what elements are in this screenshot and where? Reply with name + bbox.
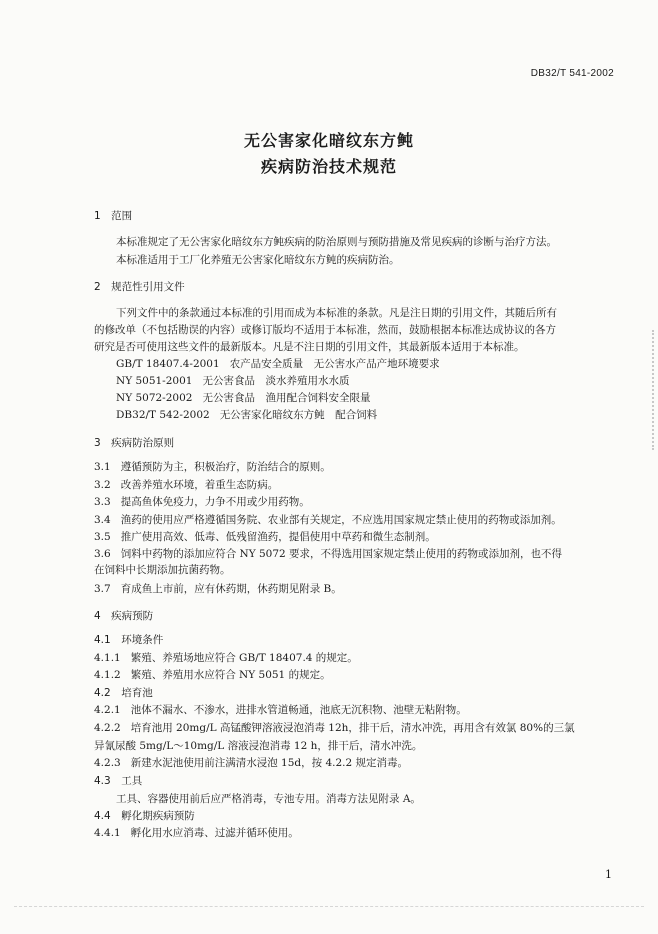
clause-text: 培育池用 20mg/L 高锰酸钾溶液浸泡消毒 12h，排干后，清水冲洗，再用含有效氯 80%的三氯 [130,722,575,734]
reference-title: 无公害食品 淡水养殖用水水质 [202,375,350,387]
clause-text: 渔药的使用应严格遵循国务院、农业部有关规定，不应选用国家规定禁止使用的药物或添加剂。 [120,514,562,526]
scan-edge-artifact [648,330,654,450]
clause-4-1-1 [94,651,358,665]
clause-3-6 [94,547,562,561]
subsection-4-4-heading: 4.4 孵化期疾病预防 [94,810,195,822]
clause-text: 遵循预防为主，积极治疗，防治结合的原则。 [120,461,331,473]
clause-number: 3.1 [94,461,111,473]
clause-number: 4.1.2 [94,669,121,681]
clause-number: 3.7 [94,583,111,595]
section-3-heading: 3 疾病防治原则 [94,437,175,449]
clause-text: 繁殖、养殖场地应符合 GB/T 18407.4 的规定。 [130,652,358,664]
clause-3-4 [94,513,562,527]
clause-3-5 [94,530,436,544]
clause-3-6-continuation: 在饲料中长期添加抗菌药物。 [94,564,231,576]
title-line-1: 无公害家化暗纹东方鲀 [243,131,414,150]
clause-4-4-1 [94,826,299,840]
clause-number: 3.2 [94,479,111,491]
subsection-4-3-heading: 4.3 工具 [94,775,143,787]
clause-text: 育成鱼上市前，应有休药期，休药期见附录 B。 [120,583,342,595]
section-4-heading: 4 疾病预防 [94,610,154,622]
clause-4-2-1 [94,703,467,717]
clause-number: 3.4 [94,514,111,526]
clause-4-2-3 [94,756,408,770]
clause-number: 4.4.1 [94,827,121,839]
clause-text: 新建水泥池使用前注满清水浸泡 15d，按 4.2.2 规定消毒。 [130,757,409,769]
clause-number: 4.2.2 [94,722,121,734]
s2-paragraph-line-1: 下列文件中的条款通过本标准的引用而成为本标准的条款。凡是注日期的引用文件，其随后所有 [116,307,557,319]
s1-paragraph-2: 本标准适用于工厂化养殖无公害家化暗纹东方鲀的疾病防治。 [116,254,400,266]
clause-text: 推广使用高效、低毒、低残留渔药，提倡使用中草药和微生态制剂。 [120,531,436,543]
reference-item [116,408,377,422]
clause-3-2 [94,478,278,492]
clause-text: 改善养殖水环境，着重生态防病。 [120,479,279,491]
reference-code: NY 5051-2001 [116,375,193,387]
clause-number: 3.6 [94,548,111,560]
section-2-heading: 2 规范性引用文件 [94,281,185,293]
clause-number: 4.2.3 [94,757,121,769]
scan-bottom-line [14,906,644,907]
reference-item [116,357,440,371]
reference-title: 无公害家化暗纹东方鲀 配合饲料 [219,409,378,421]
clause-number: 4.1.1 [94,652,121,664]
reference-code: NY 5072-2002 [116,392,193,404]
clause-text: 孵化用水应消毒、过滤并循环使用。 [130,827,299,839]
standard-code: DB32/T 541-2002 [530,68,614,79]
reference-title: 无公害食品 渔用配合饲料安全限量 [202,392,371,404]
clause-text: 繁殖、养殖用水应符合 NY 5051 的规定。 [130,669,331,681]
s2-paragraph-line-2: 的修改单（不包括勘误的内容）或修订版均不适用于本标准，然而，鼓励根据本标准达成协议的各方 [94,324,556,336]
reference-code: GB/T 18407.4-2001 [116,358,220,370]
clause-text: 池体不漏水、不渗水，进排水管道畅通，池底无沉积物、池壁无粘附物。 [130,704,467,716]
clause-4-3-text: 工具、容器使用前后应严格消毒，专池专用。消毒方法见附录 A。 [116,793,421,805]
clause-3-1 [94,460,331,474]
clause-3-3 [94,495,310,509]
clause-number: 3.5 [94,531,111,543]
reference-code: DB32/T 542-2002 [116,409,210,421]
clause-number: 3.3 [94,496,111,508]
s2-paragraph-line-3: 研究是否可使用这些文件的最新版本。凡是不注日期的引用文件，其最新版本适用于本标准。 [94,341,525,353]
reference-item [116,391,370,405]
clause-4-2-2 [94,721,575,735]
subsection-4-1-heading: 4.1 环境条件 [94,634,164,646]
subsection-4-2-heading: 4.2 培育池 [94,687,153,699]
reference-title: 农产品安全质量 无公害水产品产地环境要求 [229,358,440,370]
clause-text: 饲料中药物的添加应符合 NY 5072 要求，不得选用国家规定禁止使用的药物或添加剂，也不得 [120,548,563,560]
s1-paragraph-1: 本标准规定了无公害家化暗纹东方鲀疾病的防治原则与预防措施及常见疾病的诊断与治疗方法。 [116,236,557,248]
clause-3-7 [94,582,342,596]
reference-item [116,374,349,388]
clause-4-2-2-continuation: 异氰尿酸 5mg/L～10mg/L 溶液浸泡消毒 12 h，排干后，清水冲洗。 [94,740,423,752]
clause-text: 提高鱼体免疫力，力争不用或少用药物。 [120,496,310,508]
title-line-2: 疾病防治技术规范 [260,157,397,176]
clause-4-1-2 [94,668,331,682]
page-number: 1 [605,868,612,881]
section-1-heading: 1 范围 [94,210,133,222]
clause-number: 4.2.1 [94,704,121,716]
